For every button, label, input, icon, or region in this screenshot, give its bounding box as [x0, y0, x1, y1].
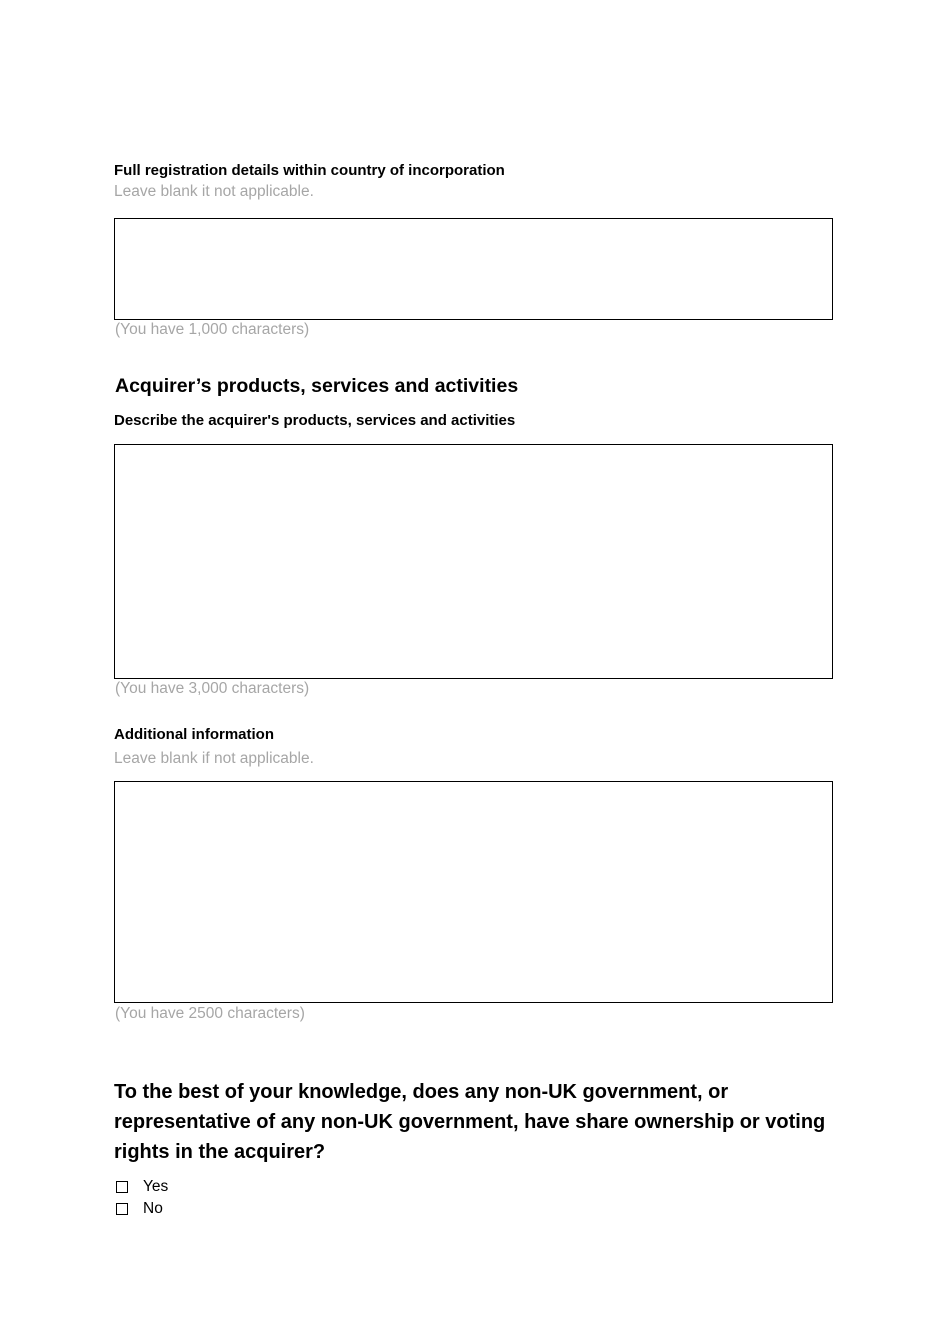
registration-details-label: Full registration details within country of incorporation	[114, 162, 505, 179]
registration-details-hint: Leave blank it not applicable.	[114, 183, 314, 200]
products-description-label: Describe the acquirer's products, services and activities	[114, 412, 516, 429]
yes-checkbox[interactable]	[116, 1181, 128, 1193]
yes-label: Yes	[143, 1178, 169, 1195]
registration-details-char-counter: (You have 1,000 characters)	[115, 321, 310, 338]
no-checkbox[interactable]	[116, 1203, 128, 1215]
registration-details-textarea[interactable]	[114, 218, 833, 320]
additional-information-textarea[interactable]	[114, 781, 833, 1003]
option-yes[interactable]	[116, 1177, 168, 1197]
no-label: No	[143, 1200, 163, 1217]
products-section-heading: Acquirer’s products, services and activities	[115, 375, 519, 397]
products-description-char-counter: (You have 3,000 characters)	[115, 680, 310, 697]
products-description-textarea[interactable]	[114, 444, 833, 679]
additional-information-hint: Leave blank if not applicable.	[114, 750, 314, 767]
additional-information-char-counter: (You have 2500 characters)	[115, 1005, 305, 1022]
additional-information-label: Additional information	[114, 726, 274, 743]
government-ownership-question: To the best of your knowledge, does any non-UK government, or representative of any non-UK government, have share ownership or voting rights in the acquirer?	[114, 1081, 826, 1163]
option-no[interactable]	[116, 1199, 163, 1219]
